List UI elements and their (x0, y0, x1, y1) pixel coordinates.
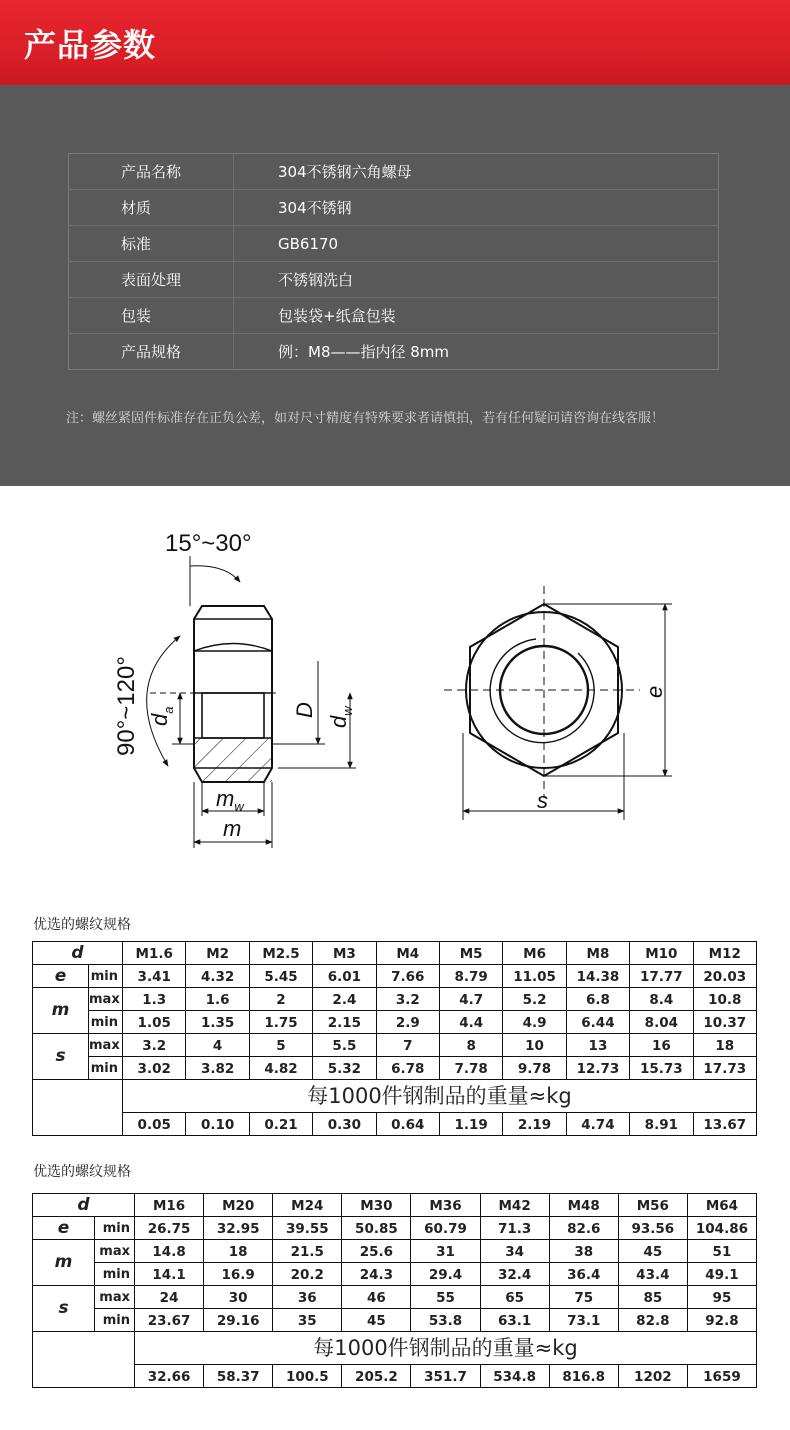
header-banner (0, 0, 790, 85)
e-min-cell: 39.55 (273, 1217, 342, 1240)
m-min-cell: 43.4 (618, 1263, 687, 1286)
param-row (69, 226, 719, 262)
s-max-cell: 4 (186, 1034, 249, 1057)
s-max-cell: 3.2 (123, 1034, 186, 1057)
param-row (69, 190, 719, 226)
size-cell: M2 (186, 942, 249, 965)
s-min-cell: 45 (342, 1309, 411, 1332)
m-min-cell: 16.9 (204, 1263, 273, 1286)
s-max-cell: 75 (549, 1286, 618, 1309)
param-row (69, 334, 719, 370)
page-title: 产品参数 (24, 26, 157, 64)
s-min-cell: 4.82 (249, 1057, 312, 1080)
e-min-cell: 26.75 (135, 1217, 204, 1240)
m-max-cell: 21.5 (273, 1240, 342, 1263)
m-max-cell: 8.4 (630, 988, 693, 1011)
s-max-cell: 46 (342, 1286, 411, 1309)
e-min-cell: 4.32 (186, 965, 249, 988)
s-max-cell: 85 (618, 1286, 687, 1309)
m-max-cell: 14.8 (135, 1240, 204, 1263)
size-cell: M30 (342, 1194, 411, 1217)
size-cell: M48 (549, 1194, 618, 1217)
spec-table-2 (32, 1193, 757, 1388)
table2-title: 优选的螺纹规格 (33, 1164, 131, 1180)
s-max-cell: 95 (687, 1286, 756, 1309)
weight-cell: 100.5 (273, 1365, 342, 1388)
weight-cell: 0.21 (249, 1113, 312, 1136)
e-min-cell: 8.79 (439, 965, 502, 988)
m-max-cell: 34 (480, 1240, 549, 1263)
s-min-cell: 12.73 (566, 1057, 629, 1080)
weight-cell: 1.19 (439, 1113, 502, 1136)
s-min-cell: 3.02 (123, 1057, 186, 1080)
size-cell: M2.5 (249, 942, 312, 965)
s-min-cell: 6.78 (376, 1057, 439, 1080)
size-cell: M5 (439, 942, 502, 965)
weight-cell: 0.10 (186, 1113, 249, 1136)
weight-cell: 351.7 (411, 1365, 480, 1388)
s-min-cell: 63.1 (480, 1309, 549, 1332)
s-max-cell: 24 (135, 1286, 204, 1309)
m-min-cell: 24.3 (342, 1263, 411, 1286)
symbol-m: m (33, 1240, 95, 1286)
m-max-cell: 4.7 (439, 988, 502, 1011)
limit-max: max (95, 1240, 135, 1263)
s-min-cell: 7.78 (439, 1057, 502, 1080)
symbol-d: d (33, 1194, 135, 1217)
m-max-cell: 2.4 (313, 988, 376, 1011)
s-max-cell: 55 (411, 1286, 480, 1309)
side-view (194, 606, 272, 782)
mw-label: $m_w$ (216, 786, 244, 814)
s-min-cell: 35 (273, 1309, 342, 1332)
e-min-cell: 17.77 (630, 965, 693, 988)
s-max-cell: 7 (376, 1034, 439, 1057)
s-max-cell: 5 (249, 1034, 312, 1057)
size-cell: M16 (135, 1194, 204, 1217)
m-min-cell: 1.75 (249, 1011, 312, 1034)
angle-side-label: 90°~120° (113, 656, 140, 756)
m-min-cell: 2.9 (376, 1011, 439, 1034)
size-cell: M42 (480, 1194, 549, 1217)
weight-cell: 4.74 (566, 1113, 629, 1136)
s-min-cell: 29.16 (204, 1309, 273, 1332)
param-key: 材质 (69, 190, 234, 226)
limit-min: min (89, 965, 123, 988)
weight-label: 每1000件钢制品的重量≈kg (123, 1080, 757, 1113)
params-table (68, 153, 719, 370)
size-cell: M24 (273, 1194, 342, 1217)
m-max-cell: 3.2 (376, 988, 439, 1011)
m-min-cell: 2.15 (313, 1011, 376, 1034)
param-value: 不锈钢洗白 (234, 262, 719, 298)
param-value: 例：M8——指内径 8mm (234, 334, 719, 370)
s-min-cell: 23.67 (135, 1309, 204, 1332)
s-max-cell: 30 (204, 1286, 273, 1309)
limit-min: min (89, 1011, 123, 1034)
param-row (69, 262, 719, 298)
s-min-cell: 82.8 (618, 1309, 687, 1332)
weight-cell: 8.91 (630, 1113, 693, 1136)
e-min-cell: 5.45 (249, 965, 312, 988)
m-max-cell: 51 (687, 1240, 756, 1263)
m-min-cell: 14.1 (135, 1263, 204, 1286)
e-label: e (642, 685, 667, 698)
s-max-cell: 65 (480, 1286, 549, 1309)
s-min-cell: 9.78 (503, 1057, 566, 1080)
e-min-cell: 60.79 (411, 1217, 480, 1240)
limit-max: max (95, 1286, 135, 1309)
dw-label: $d_w$ (326, 706, 355, 728)
weight-cell: 205.2 (342, 1365, 411, 1388)
weight-cell: 1659 (687, 1365, 756, 1388)
table1-title: 优选的螺纹规格 (33, 917, 131, 933)
e-min-cell: 11.05 (503, 965, 566, 988)
s-min-cell: 15.73 (630, 1057, 693, 1080)
weight-label: 每1000件钢制品的重量≈kg (135, 1332, 757, 1365)
weight-cell: 816.8 (549, 1365, 618, 1388)
symbol-d: d (33, 942, 123, 965)
limit-min: min (95, 1263, 135, 1286)
size-cell: M10 (630, 942, 693, 965)
e-min-cell: 32.95 (204, 1217, 273, 1240)
size-cell: M3 (313, 942, 376, 965)
param-key: 产品规格 (69, 334, 234, 370)
weight-cell: 0.30 (313, 1113, 376, 1136)
param-value: 304不锈钢 (234, 190, 719, 226)
size-cell: M56 (618, 1194, 687, 1217)
m-min-cell: 1.35 (186, 1011, 249, 1034)
param-key: 标准 (69, 226, 234, 262)
m-min-cell: 49.1 (687, 1263, 756, 1286)
blank-cell (33, 1080, 123, 1136)
limit-max: max (89, 988, 123, 1011)
m-min-cell: 6.44 (566, 1011, 629, 1034)
size-cell: M8 (566, 942, 629, 965)
m-max-cell: 18 (204, 1240, 273, 1263)
angle-top-label: 15°~30° (165, 530, 252, 557)
s-max-cell: 8 (439, 1034, 502, 1057)
e-min-cell: 93.56 (618, 1217, 687, 1240)
s-max-cell: 13 (566, 1034, 629, 1057)
symbol-e: e (33, 965, 89, 988)
weight-cell: 2.19 (503, 1113, 566, 1136)
m-min-cell: 4.4 (439, 1011, 502, 1034)
e-min-cell: 7.66 (376, 965, 439, 988)
D-label: D (292, 702, 317, 718)
symbol-s: s (33, 1286, 95, 1332)
weight-cell: 58.37 (204, 1365, 273, 1388)
e-min-cell: 104.86 (687, 1217, 756, 1240)
m-max-cell: 6.8 (566, 988, 629, 1011)
e-min-cell: 82.6 (549, 1217, 618, 1240)
size-cell: M4 (376, 942, 439, 965)
param-key: 产品名称 (69, 154, 234, 190)
s-min-cell: 53.8 (411, 1309, 480, 1332)
e-min-cell: 71.3 (480, 1217, 549, 1240)
s-max-cell: 16 (630, 1034, 693, 1057)
m-max-cell: 1.3 (123, 988, 186, 1011)
limit-min: min (95, 1309, 135, 1332)
e-min-cell: 50.85 (342, 1217, 411, 1240)
weight-cell: 0.64 (376, 1113, 439, 1136)
s-min-cell: 3.82 (186, 1057, 249, 1080)
m-min-cell: 8.04 (630, 1011, 693, 1034)
m-min-cell: 1.05 (123, 1011, 186, 1034)
s-max-cell: 5.5 (313, 1034, 376, 1057)
limit-max: max (89, 1034, 123, 1057)
m-max-cell: 2 (249, 988, 312, 1011)
symbol-s: s (33, 1034, 89, 1080)
s-min-cell: 17.73 (693, 1057, 756, 1080)
size-cell: M64 (687, 1194, 756, 1217)
e-min-cell: 6.01 (313, 965, 376, 988)
s-max-cell: 10 (503, 1034, 566, 1057)
param-row (69, 154, 719, 190)
disclaimer-note: 注：螺丝紧固件标准存在正负公差，如对尺寸精度有特殊要求者请慎拍，若有任何疑问请咨询在线客服！ (66, 411, 665, 426)
m-max-cell: 1.6 (186, 988, 249, 1011)
blank-cell (33, 1332, 135, 1388)
size-cell: M1.6 (123, 942, 186, 965)
m-label: m (223, 816, 242, 841)
m-min-cell: 36.4 (549, 1263, 618, 1286)
param-row (69, 298, 719, 334)
s-max-cell: 18 (693, 1034, 756, 1057)
size-cell: M20 (204, 1194, 273, 1217)
weight-cell: 0.05 (123, 1113, 186, 1136)
param-value: 包装袋+纸盒包装 (234, 298, 719, 334)
m-max-cell: 25.6 (342, 1240, 411, 1263)
symbol-e: e (33, 1217, 95, 1240)
e-min-cell: 20.03 (693, 965, 756, 988)
symbol-m: m (33, 988, 89, 1034)
size-cell: M12 (693, 942, 756, 965)
size-cell: M36 (411, 1194, 480, 1217)
s-label: s (537, 788, 548, 813)
param-key: 表面处理 (69, 262, 234, 298)
param-value: GB6170 (234, 226, 719, 262)
spec-table-1 (32, 941, 757, 1136)
weight-cell: 534.8 (480, 1365, 549, 1388)
m-max-cell: 5.2 (503, 988, 566, 1011)
s-min-cell: 5.32 (313, 1057, 376, 1080)
e-min-cell: 3.41 (123, 965, 186, 988)
da-label: $d_a$ (147, 706, 176, 726)
weight-cell: 1202 (618, 1365, 687, 1388)
m-max-cell: 10.8 (693, 988, 756, 1011)
s-min-cell: 92.8 (687, 1309, 756, 1332)
weight-cell: 13.67 (693, 1113, 756, 1136)
s-max-cell: 36 (273, 1286, 342, 1309)
s-min-cell: 73.1 (549, 1309, 618, 1332)
param-value: 304不锈钢六角螺母 (278, 163, 412, 181)
m-max-cell: 45 (618, 1240, 687, 1263)
m-min-cell: 20.2 (273, 1263, 342, 1286)
m-max-cell: 38 (549, 1240, 618, 1263)
limit-min: min (95, 1217, 135, 1240)
m-min-cell: 29.4 (411, 1263, 480, 1286)
param-key: 包装 (69, 298, 234, 334)
m-max-cell: 31 (411, 1240, 480, 1263)
m-min-cell: 32.4 (480, 1263, 549, 1286)
size-cell: M6 (503, 942, 566, 965)
m-min-cell: 10.37 (693, 1011, 756, 1034)
nut-technical-drawing (0, 486, 790, 900)
m-min-cell: 4.9 (503, 1011, 566, 1034)
e-min-cell: 14.38 (566, 965, 629, 988)
weight-cell: 32.66 (135, 1365, 204, 1388)
params-panel (0, 85, 790, 486)
limit-min: min (89, 1057, 123, 1080)
